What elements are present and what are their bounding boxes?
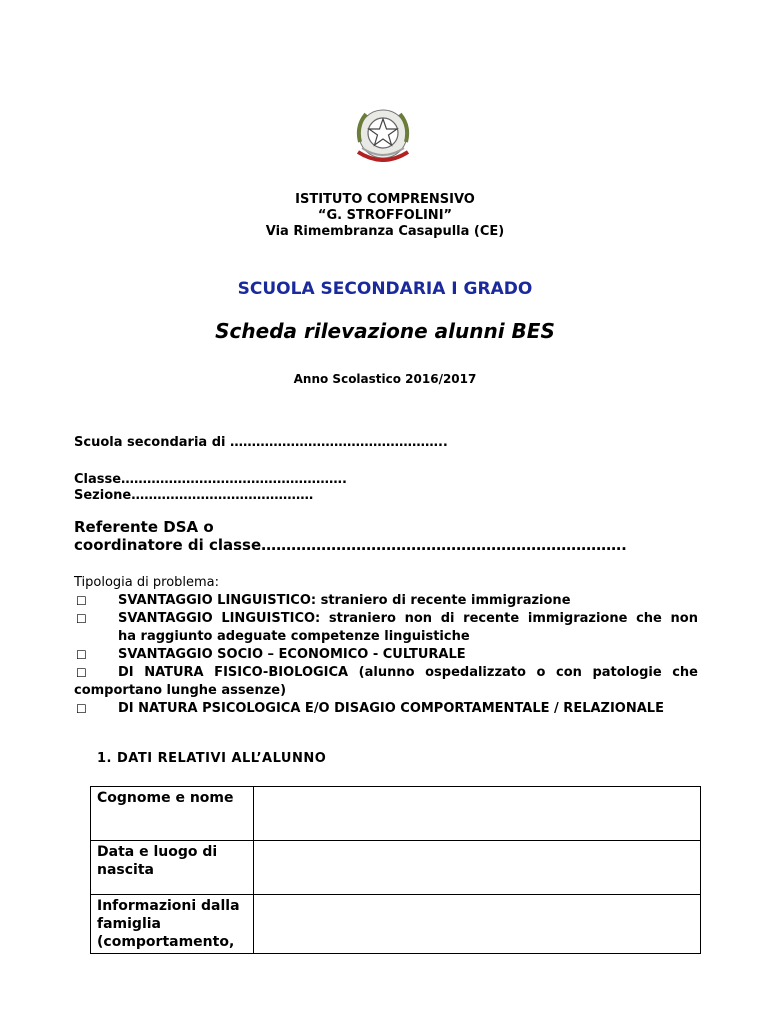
section-field: Sezione……………………………………: [74, 488, 314, 503]
table-row: [91, 841, 701, 895]
list-item: ☐ SVANTAGGIO SOCIO – ECONOMICO - CULTURALE: [76, 647, 466, 662]
problem-type-list: [74, 574, 698, 718]
checkbox-icon[interactable]: ☐: [76, 702, 87, 716]
section-1-title: 1. DATI RELATIVI ALL’ALUNNO: [97, 751, 327, 766]
school-level-heading: SCUOLA SECONDARIA I GRADO: [237, 279, 533, 299]
table-label-cell: Informazioni dalla famiglia (comportamento,: [91, 895, 254, 954]
document-title: Scheda rilevazione alunni BES: [215, 319, 555, 343]
class-field: Classe…………………………………………….: [74, 472, 347, 487]
checkbox-icon[interactable]: ☐: [76, 612, 87, 626]
checkbox-icon[interactable]: ☐: [76, 666, 87, 680]
table-value-cell[interactable]: [254, 895, 701, 954]
list-item: ☐ SVANTAGGIO LINGUISTICO: straniero di recente immigrazione: [76, 593, 571, 608]
table-value-cell[interactable]: [254, 787, 701, 841]
list-item-continuation: comportano lunghe assenze): [74, 683, 287, 698]
italian-republic-emblem: [348, 104, 418, 170]
table-label-cell: Data e luogo di nascita: [91, 841, 254, 895]
school-year: Anno Scolastico 2016/2017: [293, 372, 477, 386]
table-row: [91, 787, 701, 841]
table-row: [91, 895, 701, 954]
list-item: ☐ DI NATURA FISICO-BIOLOGICA (alunno ospedalizzato o con patologie che: [76, 665, 698, 680]
checkbox-icon[interactable]: ☐: [76, 648, 87, 662]
table-label-cell: Cognome e nome: [91, 787, 254, 841]
school-field: Scuola secondaria di …………………………………………..: [74, 435, 448, 450]
coordinator-field: coordinatore di classe……………………………………………………………….: [74, 536, 627, 554]
referent-label: Referente DSA o: [74, 518, 214, 536]
institute-address: Via Rimembranza Casapulla (CE): [265, 224, 505, 239]
problem-type-label: Tipologia di problema:: [74, 575, 220, 590]
institute-name: ISTITUTO COMPRENSIVO: [295, 192, 475, 207]
checkbox-icon[interactable]: ☐: [76, 594, 87, 608]
list-item-continuation: ha raggiunto adeguate competenze linguistiche: [118, 629, 470, 644]
list-item: ☐ SVANTAGGIO LINGUISTICO: straniero non di recente immigrazione che non: [76, 611, 698, 626]
table-value-cell[interactable]: [254, 841, 701, 895]
student-data-table: [90, 786, 701, 954]
list-item: ☐ DI NATURA PSICOLOGICA E/O DISAGIO COMPORTAMENTALE / RELAZIONALE: [76, 701, 664, 716]
institute-subname: “G. STROFFOLINI”: [317, 208, 453, 223]
